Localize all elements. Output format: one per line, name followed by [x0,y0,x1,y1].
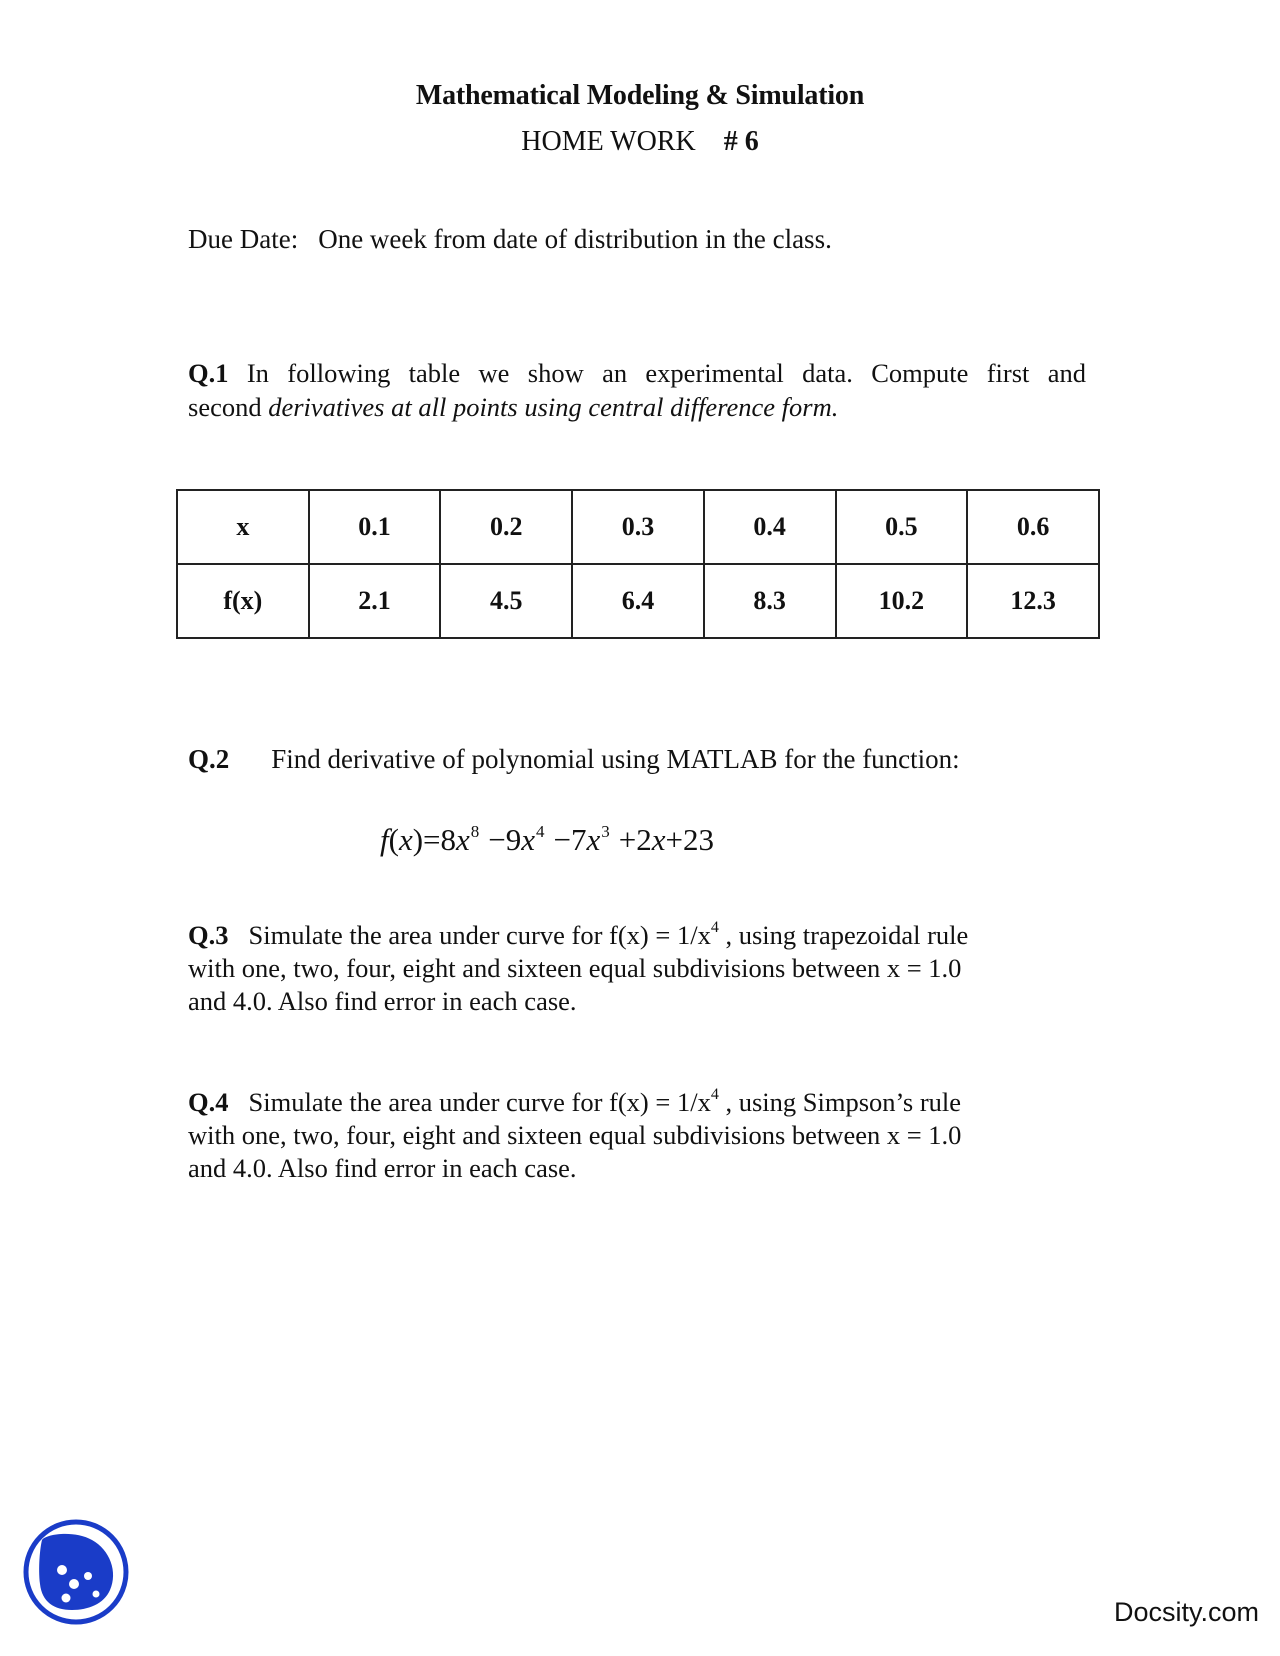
formula-symbol: − [488,822,506,857]
question-3 [188,911,1068,1018]
table-cell: f(x) [177,564,309,638]
question-1-label: Q.1 [188,358,229,388]
formula-symbol: x [586,822,601,857]
question-1 [188,356,1086,424]
question-4 [188,1078,1068,1185]
formula-symbol: x [398,822,413,857]
question-3-line-1 [188,911,1068,952]
table-cell: 6.4 [572,564,704,638]
formula-symbol: + [618,822,637,857]
question-3-label: Q.3 [188,920,229,950]
formula-symbol: x [521,822,536,857]
polynomial-formula [380,822,714,858]
due-date-label: Due Date: [188,224,299,254]
formula-symbol: 23 [683,822,715,857]
formula-symbol: 7 [571,822,587,857]
formula-symbol: ) [412,822,424,857]
question-3-line-2: with one, two, four, eight and sixteen equal subdivisions between x = 1.0 [188,953,962,983]
formula-symbol: 9 [505,822,522,857]
question-4-line-2: with one, two, four, eight and sixteen equal subdivisions between x = 1.0 [188,1120,962,1150]
formula-exponent: 3 [601,822,610,841]
question-4-exponent: 4 [710,1086,719,1103]
question-4-line-1 [188,1078,1068,1119]
table-cell: 0.3 [572,490,704,564]
table-row [177,490,1099,564]
question-2-label: Q.2 [188,744,230,774]
table-cell: x [177,490,309,564]
formula-symbol: x [651,822,666,857]
question-3-text-end: , using trapezoidal rule [718,920,969,950]
homework-label: HOME WORK [521,126,696,157]
due-date-value: One week from date of distribution in the class. [318,224,832,254]
data-table [176,489,1100,639]
question-3-line-3: and 4.0. Also find error in each case. [188,986,577,1016]
table-cell: 0.6 [967,490,1099,564]
table-cell: 2.1 [309,564,441,638]
question-1-text: In following table we show an experimental data. Compute first and [246,358,1087,388]
formula-symbol: 8 [440,822,457,857]
question-2-text: Find derivative of polynomial using MATLAB for the function: [271,744,960,774]
homework-title [0,126,1280,158]
formula-symbol: f [380,822,389,857]
question-4-label: Q.4 [188,1087,229,1117]
table-cell: 8.3 [704,564,836,638]
question-1-text-italic: derivatives at all points using central difference form. [268,392,839,422]
table-cell: 4.5 [440,564,572,638]
question-1-text-plain: second [188,392,269,422]
table-cell: 12.3 [967,564,1099,638]
table-row [177,564,1099,638]
formula-symbol: ( [388,822,399,857]
table-cell: 0.4 [704,490,836,564]
question-4-line-3: and 4.0. Also find error in each case. [188,1153,577,1183]
question-4-text: Simulate the area under curve for f(x) = 1/x [248,1087,711,1117]
formula-symbol: + [665,822,684,857]
question-3-exponent: 4 [710,919,719,936]
formula-exponent: 4 [536,822,545,841]
question-3-text: Simulate the area under curve for f(x) = 1/x [248,920,711,950]
question-2 [188,744,960,775]
homework-number: # 6 [723,126,759,157]
question-1-line-1 [188,356,1086,390]
formula-symbol: = [423,822,441,857]
formula-symbol: 2 [636,822,652,857]
table-cell: 0.2 [440,490,572,564]
docsity-logo-icon [22,1518,130,1626]
site-name: Docsity.com [1113,1597,1259,1627]
due-date [188,224,832,255]
question-1-line-2 [188,392,838,422]
table-cell: 10.2 [836,564,968,638]
table-cell: 0.1 [309,490,441,564]
formula-symbol: − [553,822,572,857]
formula-symbol: x [456,822,470,857]
table-cell: 0.5 [836,490,968,564]
question-4-text-end: , using Simpson’s rule [718,1087,962,1117]
formula-exponent: 8 [470,822,480,841]
course-title: Mathematical Modeling & Simulation [415,80,865,111]
